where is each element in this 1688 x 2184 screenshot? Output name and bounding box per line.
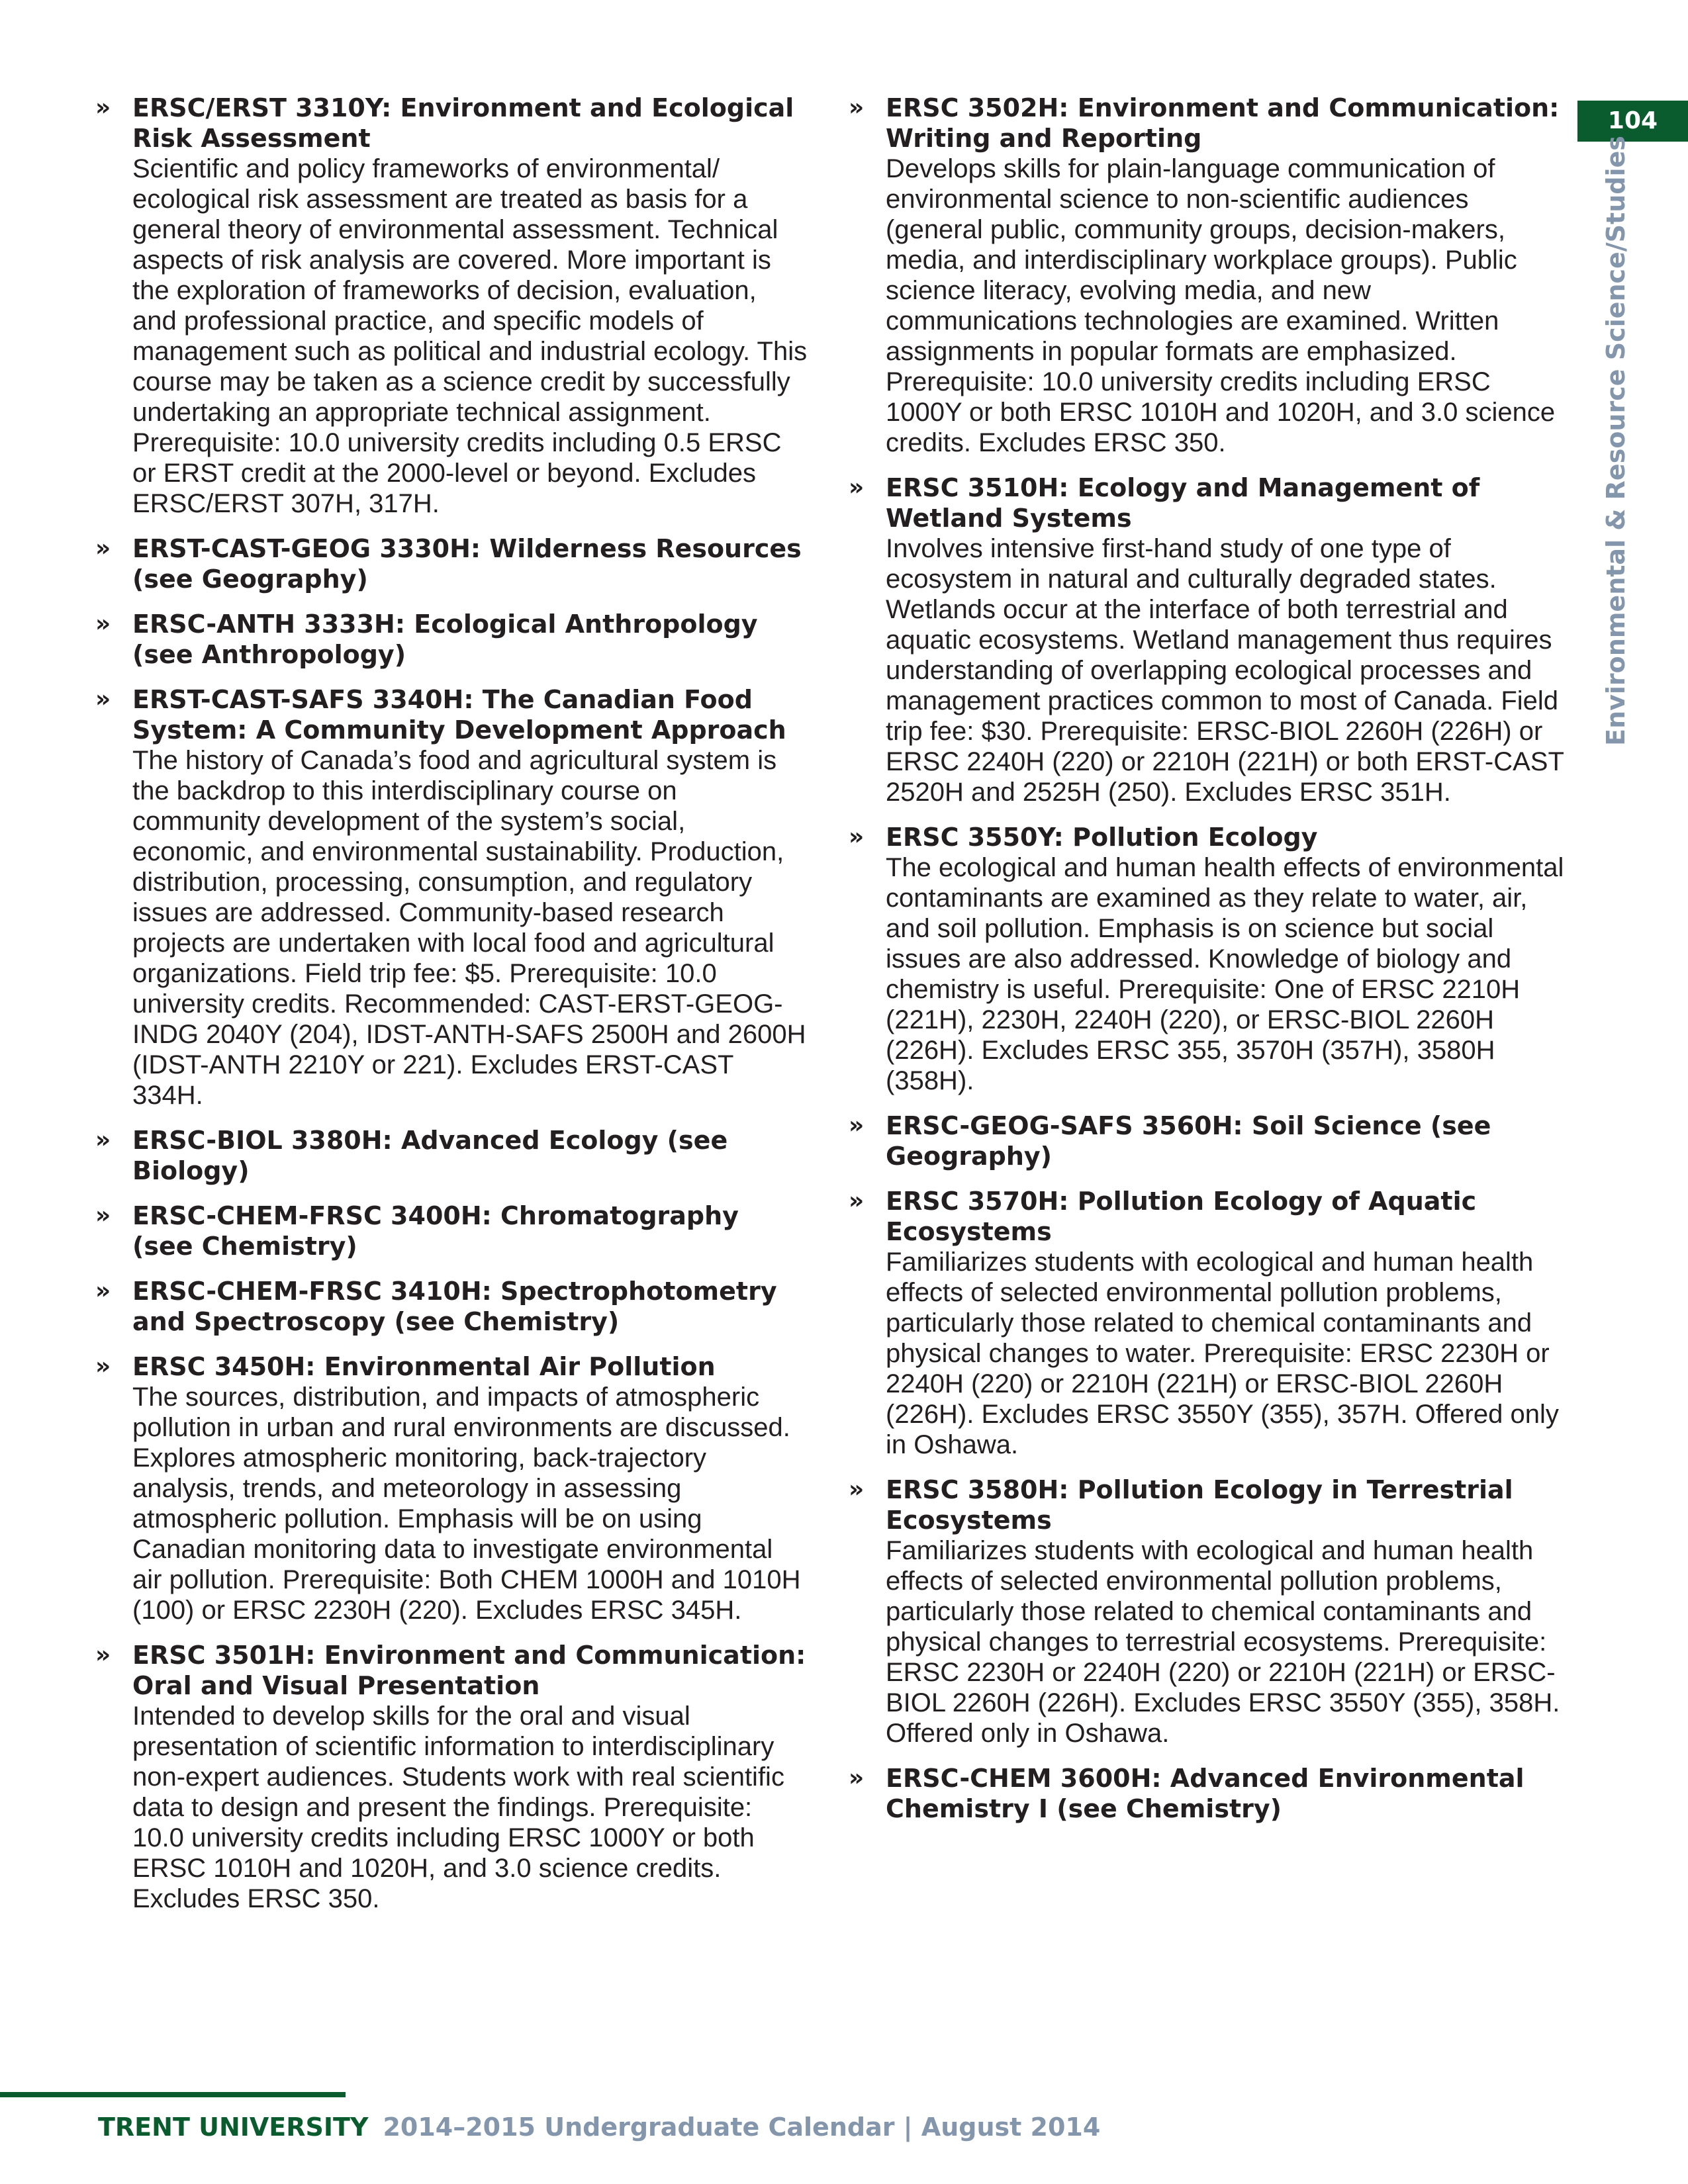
bullet-glyph: »	[849, 474, 865, 501]
course-entry	[93, 1640, 808, 1914]
bullet-glyph: »	[849, 1476, 865, 1503]
bullet-glyph: »	[95, 1277, 111, 1304]
course-description: The ecological and human health effects of environmental contaminants are examined as they relate to water, air, and soil pollution. Emphasis is on science but social issues are also addressed. Knowledge of biology and chemistry is useful. Prerequisite: One of ERSC 2210H (221H), 2230H, 2240H (220), or ERSC-BIOL 2260H (226H). Excludes ERSC 355, 3570H (357H), 3580H (358H).	[886, 853, 1564, 1095]
course-description: The sources, distribution, and impacts of atmospheric pollution in urban and rural environments are discussed. Explores atmospheric monitoring, back-trajectory analysis, trends, and meteorology in assessing atmospheric pollution. Emphasis will be on using Canadian monitoring data to investigate environmental air pollution. Prerequisite: Both CHEM 1000H and 1010H (100) or ERSC 2230H (220). Excludes ERSC 345H.	[132, 1383, 801, 1625]
course-title: ERSC-CHEM-FRSC 3410H: Spectrophotometry and Spectroscopy (see Chemistry)	[132, 1277, 777, 1336]
course-title: ERSC 3501H: Environment and Communication: Oral and Visual Presentation	[132, 1641, 806, 1700]
footer	[98, 2111, 1100, 2143]
bullet-glyph: »	[95, 1641, 111, 1668]
side-section-label: Environmental & Resource Science/Studies	[1601, 136, 1630, 746]
right-column	[846, 93, 1568, 1839]
bullet-glyph: »	[849, 823, 865, 850]
course-title: ERSC-ANTH 3333H: Ecological Anthropology (see Anthropology)	[132, 610, 758, 669]
bullet-glyph: »	[849, 1764, 865, 1792]
course-entry	[93, 1125, 808, 1186]
bullet-glyph: »	[95, 94, 111, 121]
bullet-glyph: »	[849, 1187, 865, 1214]
course-description: Scientific and policy frameworks of environmental/ ecological risk assessment are treated as basis for a general theory of environmental assessment. Technical aspects of risk analysis are covered. More important is the exploration of frameworks of decision, evaluation, and professional practice, and specific models of management such as political and industrial ecology. This course may be taken as a science credit by successfully undertaking an appropriate technical assignment. Prerequisite: 10.0 university credits including 0.5 ERSC or ERST credit at the 2000-level or beyond. Excludes ERSC/ERST 307H, 317H.	[132, 154, 808, 518]
course-title: ERSC 3510H: Ecology and Management of Wetland Systems	[886, 473, 1480, 533]
course-title: ERSC-GEOG-SAFS 3560H: Soil Science (see Geography)	[886, 1111, 1491, 1171]
course-title: ERSC 3502H: Environment and Communication: Writing and Reporting	[886, 93, 1560, 153]
course-entry	[93, 1351, 808, 1625]
course-description: Intended to develop skills for the oral and visual presentation of scientific information to interdisciplinary non-expert audiences. Students work with real scientific data to design and present the findings. Prerequisite: 10.0 university credits including ERSC 1000Y or both ERSC 1010H and 1020H, and 3.0 science credits. Excludes ERSC 350.	[132, 1702, 784, 1913]
course-entry	[846, 1186, 1568, 1460]
course-entry	[93, 1201, 808, 1261]
bullet-glyph: »	[95, 610, 111, 637]
course-description: Familiarizes students with ecological and human health effects of selected environmental pollution problems, particularly those related to chemical contaminants and physical changes to terrestrial ecosystems. Prerequisite: ERSC 2230H or 2240H (220) or 2210H (221H) or ERSC-BIOL 2260H (226H). Excludes ERSC 3550Y (355), 358H. Offered only in Oshawa.	[886, 1536, 1560, 1748]
course-title: ERST-CAST-SAFS 3340H: The Canadian Food System: A Community Development Approach	[132, 685, 786, 745]
footer-calendar-title: 2014–2015 Undergraduate Calendar | August 2014	[383, 2113, 1101, 2142]
course-entry	[846, 473, 1568, 807]
course-description: Involves intensive first-hand study of one type of ecosystem in natural and culturally degraded states. Wetlands occur at the interface of both terrestrial and aquatic ecosystems. Wetland management thus requires understanding of overlapping ecological processes and management practices common to most of Canada. Field trip fee: $30. Prerequisite: ERSC-BIOL 2260H (226H) or ERSC 2240H (220) or 2210H (221H) or both ERST-CAST 2520H and 2525H (250). Excludes ERSC 351H.	[886, 534, 1564, 807]
bullet-glyph: »	[95, 686, 111, 713]
footer-rule	[0, 2092, 346, 2097]
course-title: ERSC 3450H: Environmental Air Pollution	[132, 1352, 716, 1381]
bullet-glyph: »	[95, 1126, 111, 1154]
side-label-container	[1586, 136, 1646, 746]
course-entry	[846, 1475, 1568, 1749]
course-title: ERSC-BIOL 3380H: Advanced Ecology (see Biology)	[132, 1126, 728, 1185]
course-title: ERSC 3580H: Pollution Ecology in Terrestrial Ecosystems	[886, 1475, 1513, 1535]
course-entry	[846, 1111, 1568, 1171]
bullet-glyph: »	[849, 1112, 865, 1139]
course-title: ERSC 3550Y: Pollution Ecology	[886, 823, 1318, 852]
course-entry	[93, 684, 808, 1111]
course-title: ERSC/ERST 3310Y: Environment and Ecological Risk Assessment	[132, 93, 794, 153]
bullet-glyph: »	[95, 535, 111, 562]
course-entry	[846, 1763, 1568, 1824]
course-description: The history of Canada’s food and agricultural system is the backdrop to this interdisciplinary course on community development of the system’s social, economic, and environmental sustainability. Production, distribution, processing, consumption, and regulatory issues are addressed. Community-based research projects are undertaken with local food and agricultural organizations. Field trip fee: $5. Prerequisite: 10.0 university credits. Recommended: CAST-ERST-GEOG-INDG 2040Y (204), IDST-ANTH-SAFS 2500H and 2600H (IDST-ANTH 2210Y or 221). Excludes ERST-CAST 334H.	[132, 746, 806, 1110]
course-entry	[93, 609, 808, 670]
bullet-glyph: »	[95, 1353, 111, 1380]
course-title: ERST-CAST-GEOG 3330H: Wilderness Resources (see Geography)	[132, 534, 802, 594]
course-description: Familiarizes students with ecological and human health effects of selected environmental pollution problems, particularly those related to chemical contaminants and physical changes to water. Prerequisite: ERSC 2230H or 2240H (220) or 2210H (221H) or ERSC-BIOL 2260H (226H). Excludes ERSC 3550Y (355), 357H. Offered only in Oshawa.	[886, 1248, 1559, 1459]
course-entry	[846, 822, 1568, 1096]
left-column	[93, 93, 808, 1929]
bullet-glyph: »	[95, 1202, 111, 1229]
course-title: ERSC 3570H: Pollution Ecology of Aquatic Ecosystems	[886, 1187, 1477, 1246]
course-entry	[846, 93, 1568, 458]
course-title: ERSC-CHEM 3600H: Advanced Environmental Chemistry I (see Chemistry)	[886, 1764, 1524, 1823]
course-entry	[93, 93, 808, 519]
page-number: 104	[1577, 101, 1688, 142]
course-title: ERSC-CHEM-FRSC 3400H: Chromatography (see Chemistry)	[132, 1201, 739, 1261]
bullet-glyph: »	[849, 94, 865, 121]
course-entry	[93, 1276, 808, 1337]
course-description: Develops skills for plain-language communication of environmental science to non-scientific audiences (general public, community groups, decision-makers, media, and interdisciplinary workplace groups). Public science literacy, evolving media, and new communications technologies are examined. Written assignments in popular formats are emphasized. Prerequisite: 10.0 university credits including ERSC 1000Y or both ERSC 1010H and 1020H, and 3.0 science credits. Excludes ERSC 350.	[886, 154, 1556, 457]
course-entry	[93, 533, 808, 594]
footer-university-name: TRENT UNIVERSITY	[98, 2113, 369, 2142]
